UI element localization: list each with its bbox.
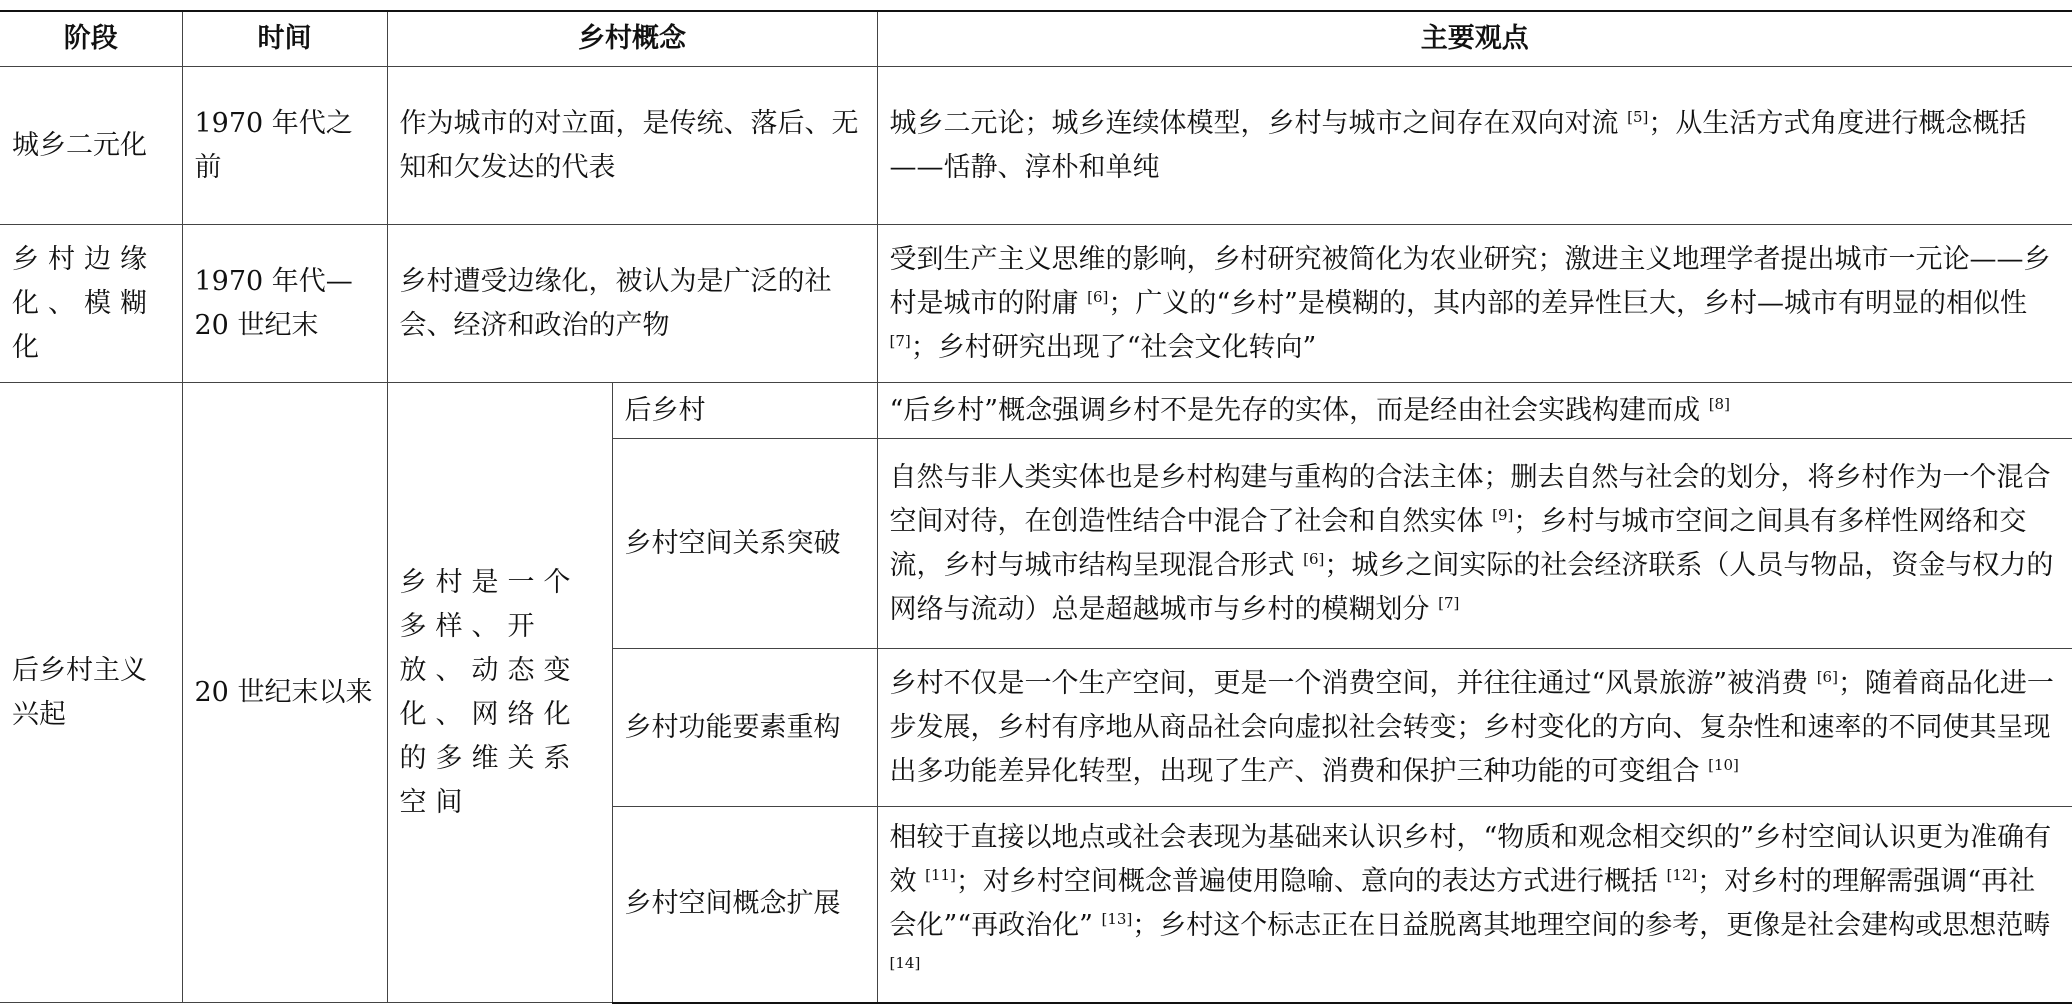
views-text: ；对乡村的理解需强调“再社会化”“再政治化” bbox=[889, 866, 2036, 942]
citation: [11] bbox=[925, 866, 956, 885]
views-text: 城乡二元论；城乡连续体模型，乡村与城市之间存在双向对流 bbox=[889, 107, 1628, 139]
time-cell: 20 世纪末以来 bbox=[182, 383, 387, 1003]
views-text: 乡村不仅是一个生产空间，更是一个消费空间，并往往通过“风景旅游”被消费 bbox=[889, 667, 1817, 699]
views-text: ；随着商品化进一步发展，乡村有序地从商品社会向虚拟社会转变；乡村变化的方向、复杂性和速率的不同使其呈现出多功能差异化转型，出现了生产、消费和保护三种功能的可变组合 bbox=[889, 667, 2054, 787]
sub-concept-cell: 后乡村 bbox=[612, 383, 877, 439]
citation: [7] bbox=[889, 331, 911, 350]
views-text: 自然与非人类实体也是乡村构建与重构的合法主体；删去自然与社会的划分，将乡村作为一个混合空间对待，在创造性结合中混合了社会和自然实体 bbox=[889, 461, 2051, 537]
rural-concept-table bbox=[0, 10, 2072, 1004]
sub-concept-cell: 乡村空间关系突破 bbox=[612, 439, 877, 649]
concept-cell: 乡村是一个多样、开放、动态变化、网络化的多维关系空间 bbox=[387, 383, 612, 1003]
views-text: ；对乡村空间概念普遍使用隐喻、意向的表达方式进行概括 bbox=[955, 866, 1667, 898]
citation: [14] bbox=[889, 954, 921, 973]
sub-concept-cell: 乡村空间概念扩展 bbox=[612, 807, 877, 1003]
citation: [13] bbox=[1101, 910, 1133, 929]
views-text: ；从生活方式角度进行概念概括——恬静、淳朴和单纯 bbox=[889, 107, 2027, 183]
views-cell bbox=[877, 649, 2072, 807]
time-cell: 1970 年代—20 世纪末 bbox=[182, 225, 387, 383]
views-text: 相较于直接以地点或社会表现为基础来认识乡村，“物质和观念相交织的”乡村空间认识更为准确有效 bbox=[889, 822, 2052, 898]
table-row bbox=[0, 225, 2072, 383]
time-cell: 1970 年代之前 bbox=[182, 67, 387, 225]
citation: [7] bbox=[1438, 593, 1460, 612]
citation: [9] bbox=[1492, 505, 1514, 524]
concept-cell: 乡村遭受边缘化，被认为是广泛的社会、经济和政治的产物 bbox=[387, 225, 877, 383]
views-text: ；乡村这个标志正在日益脱离其地理空间的参考，更像是社会建构或思想范畴 bbox=[1132, 910, 2051, 942]
citation: [6] bbox=[1087, 287, 1109, 306]
views-text: “后乡村”概念强调乡村不是先存的实体，而是经由社会实践构建而成 bbox=[889, 394, 1709, 426]
header-stage: 阶段 bbox=[0, 11, 182, 67]
sub-concept-cell: 乡村功能要素重构 bbox=[612, 649, 877, 807]
views-text: ；广义的“乡村”是模糊的，其内部的差异性巨大，乡村—城市有明显的相似性 bbox=[1108, 287, 2027, 319]
stage-cell: 后乡村主义兴起 bbox=[0, 383, 182, 1003]
table-row bbox=[0, 67, 2072, 225]
views-cell bbox=[877, 807, 2072, 1003]
views-cell bbox=[877, 67, 2072, 225]
views-text: 受到生产主义思维的影响，乡村研究被简化为农业研究；激进主义地理学者提出城市一元论——乡村是城市的附庸 bbox=[889, 243, 2051, 319]
header-concept: 乡村概念 bbox=[387, 11, 877, 67]
views-cell bbox=[877, 439, 2072, 649]
stage-cell: 城乡二元化 bbox=[0, 67, 182, 225]
citation: [6] bbox=[1816, 667, 1838, 686]
views-cell bbox=[877, 225, 2072, 383]
table-row bbox=[0, 383, 2072, 439]
views-text: ；乡村与城市空间之间具有多样性网络和交流，乡村与城市结构呈现混合形式 bbox=[889, 505, 2027, 581]
stage-cell: 乡村边缘化、模糊化 bbox=[0, 225, 182, 383]
citation: [5] bbox=[1627, 107, 1649, 126]
citation: [8] bbox=[1708, 394, 1730, 413]
header-views: 主要观点 bbox=[877, 11, 2072, 67]
citation: [6] bbox=[1303, 549, 1325, 568]
citation: [10] bbox=[1708, 755, 1739, 774]
header-row bbox=[0, 11, 2072, 67]
views-cell bbox=[877, 383, 2072, 439]
views-text: ；城乡之间实际的社会经济联系（人员与物品，资金与权力的网络与流动）总是超越城市与乡村的模糊划分 bbox=[889, 549, 2054, 625]
citation: [12] bbox=[1666, 866, 1698, 885]
views-text: ；乡村研究出现了“社会文化转向” bbox=[910, 331, 1317, 363]
concept-cell: 作为城市的对立面，是传统、落后、无知和欠发达的代表 bbox=[387, 67, 877, 225]
header-time: 时间 bbox=[182, 11, 387, 67]
